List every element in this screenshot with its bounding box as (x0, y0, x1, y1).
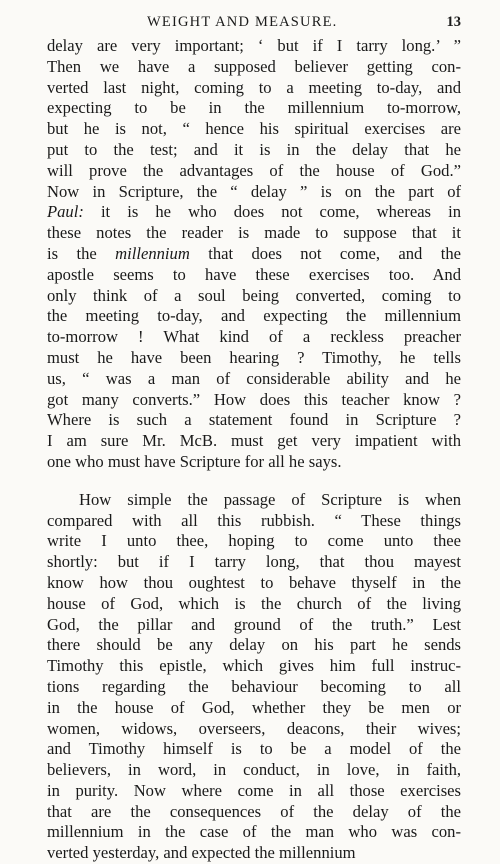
text-line: shortly: but if I tarry long, that thou mayest (47, 552, 461, 572)
text-line: only think of a soul being converted, coming to (47, 285, 461, 305)
text-line: believers, in word, in conduct, in love, in faith, (47, 760, 462, 780)
text-line: delay are very important; ‘ but if I tarry long.’ ” (47, 36, 462, 55)
book-page (47, 14, 461, 864)
paragraph (47, 36, 461, 473)
paragraph (47, 490, 461, 864)
emphasized-word: millennium (115, 243, 190, 263)
text-line: but he is not, “ hence his spiritual exercises are (47, 119, 461, 139)
line-segment: it is he who does not come, whereas in (83, 202, 461, 222)
page-header (47, 14, 461, 36)
text-line: in purity. Now where come in all those exercises (47, 780, 461, 800)
text-line: apostle seems to have these exercises too. And (47, 264, 462, 284)
text-line: and Timothy himself is to be a model of the (47, 739, 462, 759)
text-line: put to the test; and it is in the delay that he (47, 139, 462, 159)
text-line (47, 202, 461, 223)
text-line: Timothy this epistle, which gives him full instruc- (47, 656, 462, 676)
page-number: 13 (446, 14, 461, 30)
emphasized-word: Paul: (47, 202, 84, 222)
text-line (47, 244, 461, 265)
text-line: that are the consequences of the delay of the (47, 801, 462, 821)
text-line: know how thou oughtest to behave thyself in the (47, 572, 461, 592)
text-line: How simple the passage of Scripture is when (79, 489, 461, 509)
text-line: in the house of God, whether they be men or (47, 697, 462, 717)
line-segment: is the (47, 243, 116, 263)
text-line: must he have been hearing ? Timothy, he tells (47, 347, 461, 367)
text-line: Now in Scripture, the “ delay ” is on the part of (47, 181, 462, 201)
text-line: compared with all this rubbish. “ These things (47, 510, 461, 530)
text-line: tions regarding the behaviour becoming to all (47, 676, 462, 696)
text-line: one who must have Scripture for all he says. (47, 451, 342, 471)
text-line: women, widows, overseers, deacons, their wives; (47, 718, 461, 738)
text-line: to-morrow ! What kind of a reckless preacher (47, 327, 461, 347)
text-line: verted last night, coming to a meeting to-day, and (47, 77, 461, 97)
line-segment: that does not come, and the (189, 243, 462, 263)
text-line: verted yesterday, and expected the millennium (47, 843, 356, 863)
text-line: Where is such a statement found in Scripture ? (47, 410, 461, 430)
text-line: got many converts.” How does this teacher know ? (47, 389, 462, 409)
text-line: us, “ was a man of considerable ability and he (47, 368, 462, 388)
text-line: millennium in the case of the man who was con- (47, 822, 462, 842)
text-line: house of God, which is the church of the living (47, 593, 461, 613)
text-line: write I unto thee, hoping to come unto thee (47, 531, 462, 551)
running-title: WEIGHT AND MEASURE. (147, 14, 338, 30)
text-line: will prove the advantages of the house of God.” (47, 160, 461, 180)
text-line: expecting to be in the millennium to-morrow, (47, 98, 462, 118)
text-line: there should be any delay on his part he sends (47, 635, 461, 655)
text-line: Then we have a supposed believer getting con- (47, 56, 462, 76)
text-line: God, the pillar and ground of the truth.” Lest (47, 614, 462, 634)
text-line: I am sure Mr. McB. must get very impatient with (47, 431, 462, 451)
text-line: the meeting to-day, and expecting the millennium (47, 306, 461, 326)
text-line: these notes the reader is made to suppose that it (47, 223, 462, 243)
